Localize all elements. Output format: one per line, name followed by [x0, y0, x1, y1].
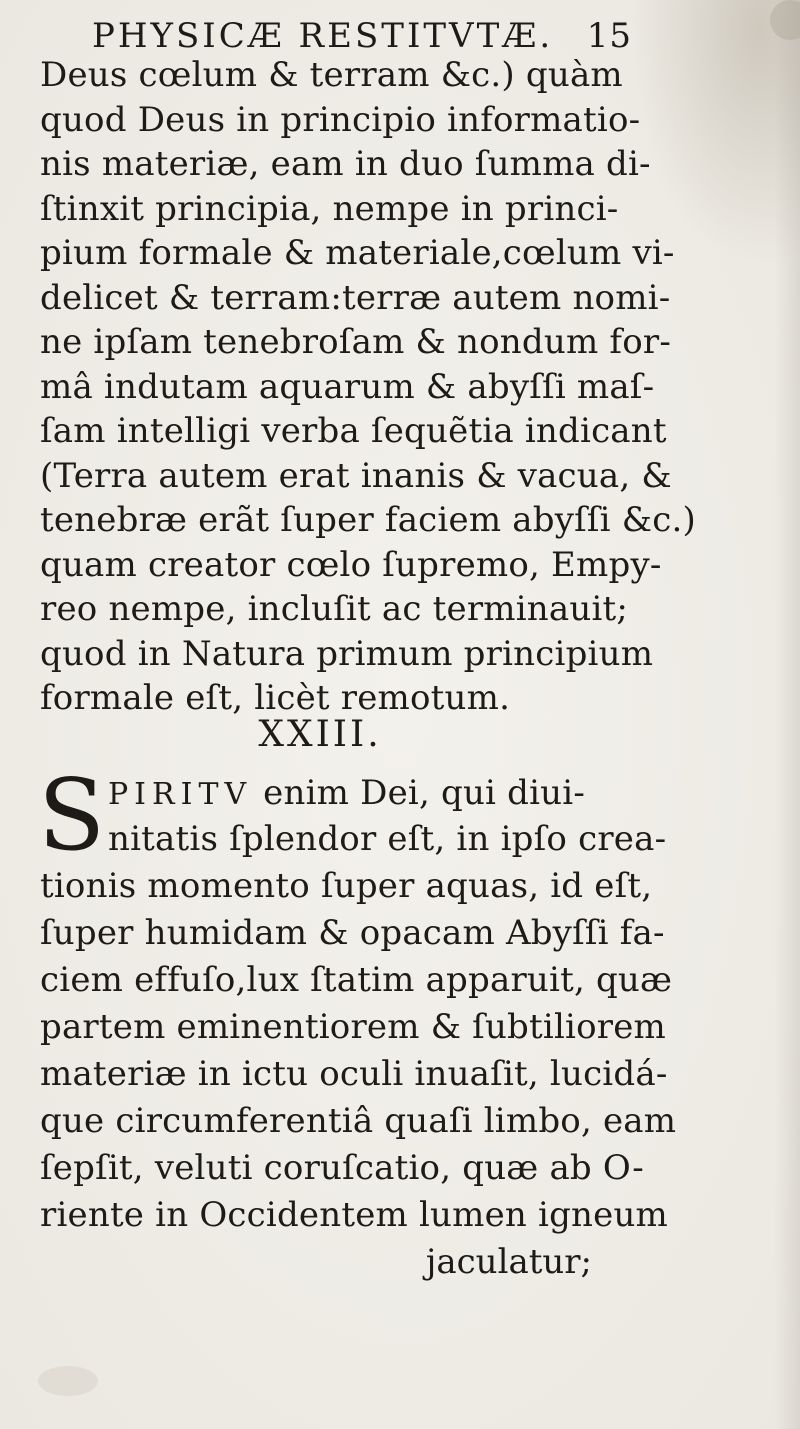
text-line: (Terra autem erat inanis & vacua, & — [40, 455, 672, 496]
text-line: materiæ in ictu oculi inuaſit, lucidá- — [40, 1054, 668, 1094]
text-line: nitatis ſplendor eſt, in ipſo crea- — [108, 819, 667, 859]
text-line: reo nempe, incluſit ac terminauit; — [40, 589, 629, 629]
drop-cap: S — [38, 759, 106, 873]
text-line: tenebræ erãt ſuper faciem abyſſi &c.) — [40, 500, 696, 540]
running-title: PHYSICÆ RESTITVTÆ. — [92, 16, 554, 56]
text-line: quod Deus in principio informatio- — [40, 99, 641, 140]
text-line: partem eminentiorem & ſubtiliorem — [40, 1007, 666, 1047]
text-line: ciem effuſo,lux ſtatim apparuit, quæ — [40, 960, 673, 1000]
text-line: quam creator cœlo ſupremo, Empy- — [40, 544, 662, 585]
first-line-rest: enim Dei, qui diui- — [252, 773, 586, 813]
small-caps-word: PIRITV — [108, 777, 253, 812]
text-line: ne ipſam tenebroſam & nondum for- — [40, 322, 672, 362]
catchword: jaculatur; — [425, 1242, 592, 1282]
text-line: pium formale & materiale,cœlum vi- — [40, 233, 675, 273]
text-line: ſuper humidam & opacam Abyſſi fa- — [40, 913, 665, 953]
text-line: ſam intelligi verba ſequẽtia indicant — [40, 411, 667, 451]
text-line: delicet & terram:terræ autem nomi- — [40, 277, 671, 318]
text-line: tionis momento ſuper aquas, id eſt, — [40, 866, 653, 906]
page-number: 15 — [586, 16, 632, 56]
paper-stain — [38, 1366, 98, 1396]
text-line: quod in Natura primum principium — [40, 633, 654, 674]
text-line: Deus cœlum & terram &c.) quàm — [40, 55, 623, 95]
text-line: ſtinxit principia, nempe in princi- — [40, 188, 619, 229]
text-line: riente in Occidentem lumen igneum — [40, 1195, 668, 1235]
page-edge-shadow — [774, 0, 800, 1429]
section-heading: XXIII. — [258, 714, 382, 755]
text-line: nis materiæ, eam in duo ſumma di- — [40, 144, 651, 184]
text-line: ſepſit, veluti coruſcatio, quæ ab O- — [40, 1148, 644, 1188]
text-line: mâ indutam aquarum & abyſſi maſ- — [40, 366, 655, 407]
text-line-final: formale eſt, licèt remotum. — [40, 678, 511, 718]
text-line: que circumferentiâ quaſi limbo, eam — [40, 1101, 677, 1141]
text-line-first — [108, 770, 585, 818]
